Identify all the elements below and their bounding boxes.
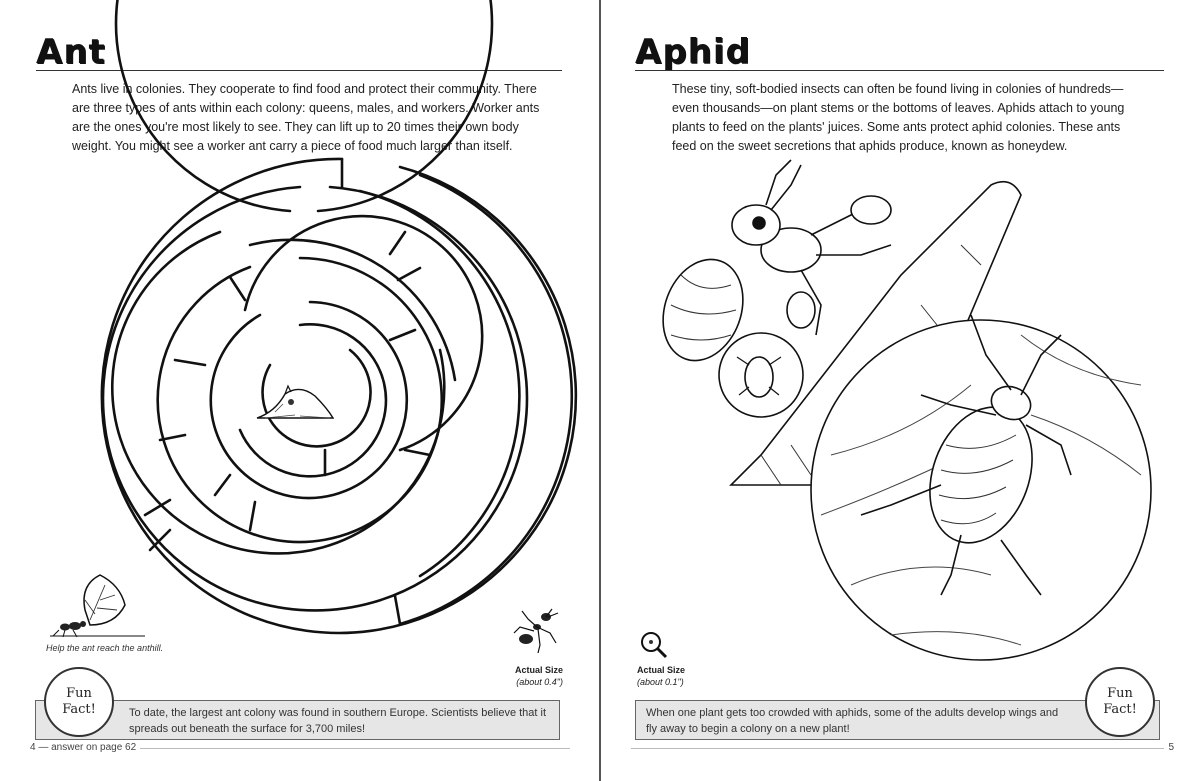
fun-fact-badge-line1: Fun xyxy=(1107,686,1133,701)
actual-size-value: (about 0.4") xyxy=(516,677,563,687)
actual-size-label: Actual Size xyxy=(514,665,563,675)
left-page xyxy=(0,0,599,781)
intro-paragraph: Ants live in colonies. They cooperate to find food and protect their community. There are three types of ants within each colony: queens, males, and workers. Worker ants are the ones you're most likely to see. They can lift up to 20 times their own body weight. You might see a worker ant carry a piece of food much larger than itself. xyxy=(72,82,540,153)
anthill-illustration xyxy=(255,382,335,422)
right-page xyxy=(601,0,1200,781)
fun-fact-badge xyxy=(44,667,114,737)
actual-size-label: Actual Size xyxy=(637,665,686,675)
maze-caption: Help the ant reach the anthill. xyxy=(46,643,164,653)
ant-actual-size-icon xyxy=(510,605,560,655)
fun-fact-box: To date, the largest ant colony was found in southern Europe. Scientists believe that it spreads out beneath the surface for 3,700 miles! xyxy=(35,700,560,740)
aphid-illustration xyxy=(641,155,1200,655)
footer-rule xyxy=(631,748,1171,749)
magnifier-icon xyxy=(639,630,669,660)
page-number: 5 xyxy=(1164,742,1178,753)
fun-fact-badge-line2: Fact! xyxy=(62,702,96,717)
page-title-aphid: Aphid xyxy=(635,32,751,72)
aphid-actual-size xyxy=(637,664,685,688)
actual-size-value: (about 0.1") xyxy=(637,677,684,687)
fun-fact-badge-line1: Fun xyxy=(66,686,92,701)
page-title-ant: Ant xyxy=(36,32,106,72)
page-footer: 4 — answer on page 62 xyxy=(26,742,140,753)
title-rule xyxy=(36,70,562,71)
fun-fact-box: When one plant gets too crowded with aphids, some of the adults develop wings and fly away to begin a colony on a new plant! xyxy=(635,700,1160,740)
leaf-carrying-ant-icon xyxy=(45,570,155,640)
title-rule xyxy=(635,70,1164,71)
fun-fact-badge xyxy=(1085,667,1155,737)
intro-paragraph: These tiny, soft-bodied insects can often be found living in colonies of hundreds—even thousands—on plant stems or the bottoms of leaves. Aphids attach to young plants to feed on the plants' juices. Some ants protect aphid colonies. These ants feed on the sweet secretions that aphids produce, known as honeydew. xyxy=(672,82,1125,153)
ant-actual-size xyxy=(515,664,563,688)
fun-fact-badge-line2: Fact! xyxy=(1103,702,1137,717)
